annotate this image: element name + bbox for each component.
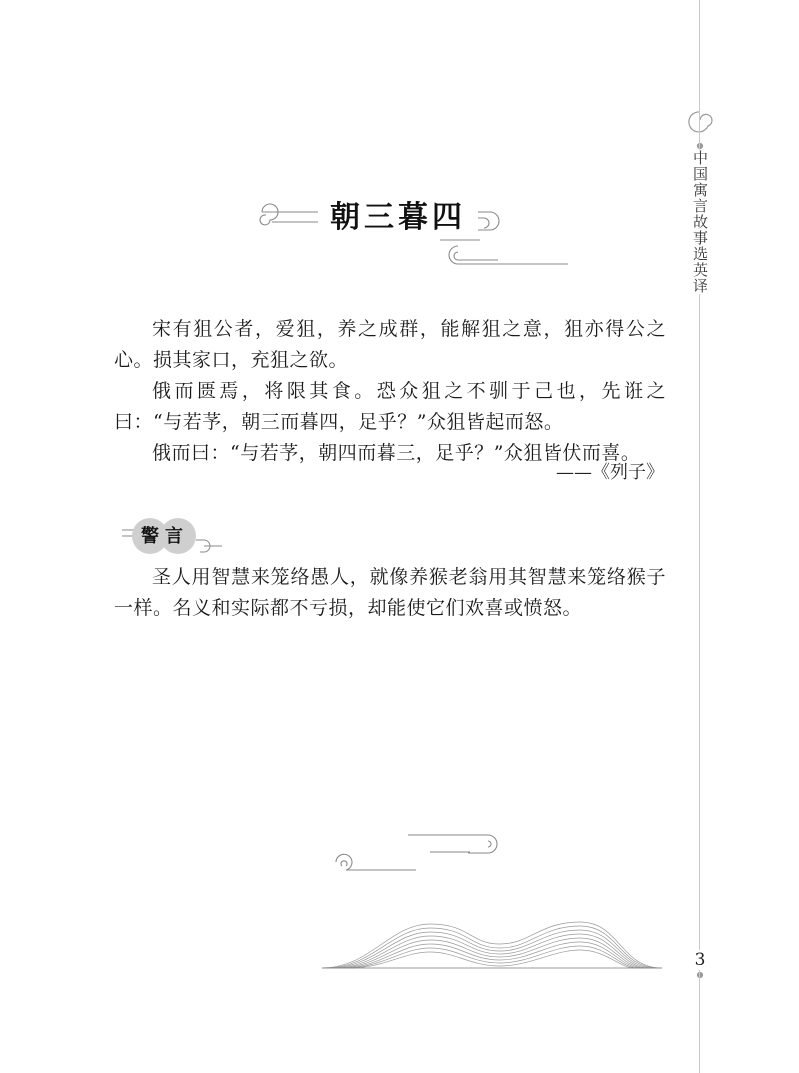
maxim-paragraph: 圣人用智慧来笼络愚人，就像养猴老翁用其智慧来笼络猴子一样。名义和实际都不亏损，却能使它们欢喜或愤怒。 bbox=[114, 566, 666, 619]
story-body bbox=[114, 314, 666, 469]
running-head-title: 中国寓言故事选英译 bbox=[691, 150, 709, 294]
mountain-lines-ornament bbox=[322, 922, 662, 968]
maxim-label: 警言 bbox=[141, 526, 189, 547]
bottom-cloud-ornament bbox=[336, 835, 497, 870]
story-paragraph: 俄而曰：“与若芧，朝四而暮三，足乎？”众狙皆伏而喜。 bbox=[152, 442, 641, 464]
story-paragraph: 俄而匮焉，将限其食。恐众狙之不驯于己也，先诳之曰：“与若芧，朝三而暮四，足乎？”众狙皆起而怒。 bbox=[114, 380, 666, 433]
page-number: 3 bbox=[688, 950, 712, 970]
story-paragraph: 宋有狙公者，爱狙，养之成群，能解狙之意，狙亦得公之心。损其家口，充狙之欲。 bbox=[114, 318, 666, 371]
maxim-body bbox=[114, 562, 666, 624]
story-source: ——《列子》 bbox=[556, 462, 664, 483]
story-title: 朝三暮四 bbox=[318, 192, 478, 236]
